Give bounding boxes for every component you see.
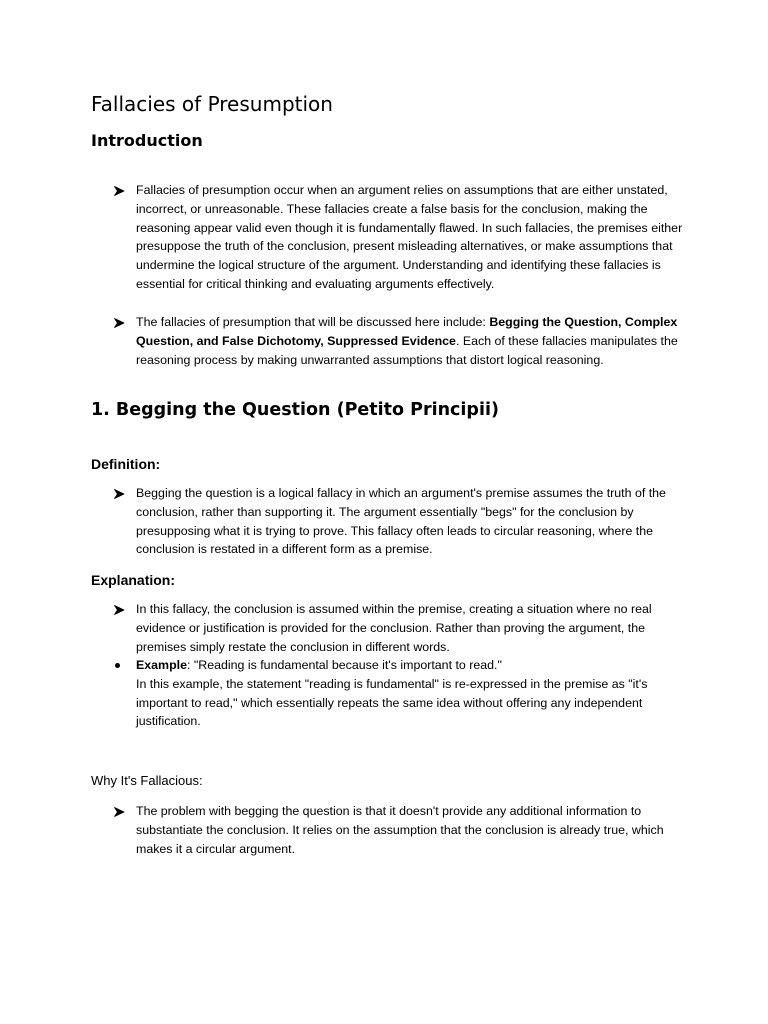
section-1-heading: 1. Begging the Question (Petito Principii) [91,400,499,420]
why-text: The problem with begging the question is that it doesn't provide any additional information to substantiate the conclusion. It relies on the assumption that the conclusion is already true, which makes it a circular argument. [136,804,664,856]
example-block [136,656,683,731]
example-note: In this example, the statement "reading is fundamental" is re-expressed in the premise as "it's important to read," which essentially repeats the same idea without offering any independent justification. [136,676,648,729]
arrowhead-bullet-icon [113,484,127,503]
intro-p2-tail: . Each of these fallacies manipulates the reasoning process by making unwarranted assumptions that distort logical reasoning. [136,333,678,367]
explanation-text: In this fallacy, the conclusion is assumed within the premise, creating a situation where no real evidence or justification is provided for the conclusion. Rather than proving the argument, the premises simply restate the conclusion in different words. [136,602,652,654]
arrowhead-bullet-icon [113,313,127,332]
intro-paragraph-1: Fallacies of presumption occur when an argument relies on assumptions that are either unstated, incorrect, or unreasonable. These fallacies create a false basis for the conclusion, making the reasoning appear valid even though it is fundamentally flawed. In such fallacies, the premises either presuppose the truth of the conclusion, present misleading alternatives, or make assumptions that undermine the logical structure of the argument. Understanding and identifying these fallacies is essential for critical thinking and evaluating arguments effectively. [136,183,683,291]
arrowhead-bullet-icon [113,600,127,619]
fallacy-list-bold: Begging the Question, Complex Question, and False Dichotomy, Suppressed Evidence [136,315,678,348]
definition-text: Begging the question is a logical fallacy in which an argument's premise assumes the truth of the conclusion, rather than supporting it. The argument essentially "begs" for the conclusion by presupposing what it is trying to prove. This fallacy often leads to circular reasoning, where the conclusion is restated in a different form as a premise. [136,486,666,557]
intro-paragraph-2 [136,313,683,369]
bullet-dot-icon [113,656,127,675]
arrowhead-bullet-icon [113,181,127,200]
page-title: Fallacies of Presumption [91,92,333,116]
definition-list-item [113,484,683,559]
arrowhead-bullet-icon [113,802,127,821]
example-label: Example [136,658,187,672]
example-quote: : "Reading is fundamental because it's important to read." [186,658,502,672]
example-list-item [113,656,683,731]
intro-p2-lead: The fallacies of presumption that will be discussed here include: [136,315,490,329]
why-list-item [113,802,683,858]
intro-list-item-1 [113,181,683,294]
definition-heading: Definition: [91,456,161,472]
intro-list-item-2 [113,313,683,369]
introduction-heading: Introduction [91,131,203,150]
why-fallacious-heading: Why It's Fallacious: [91,773,203,788]
explanation-heading: Explanation: [91,572,176,588]
explanation-list-item [113,600,683,656]
